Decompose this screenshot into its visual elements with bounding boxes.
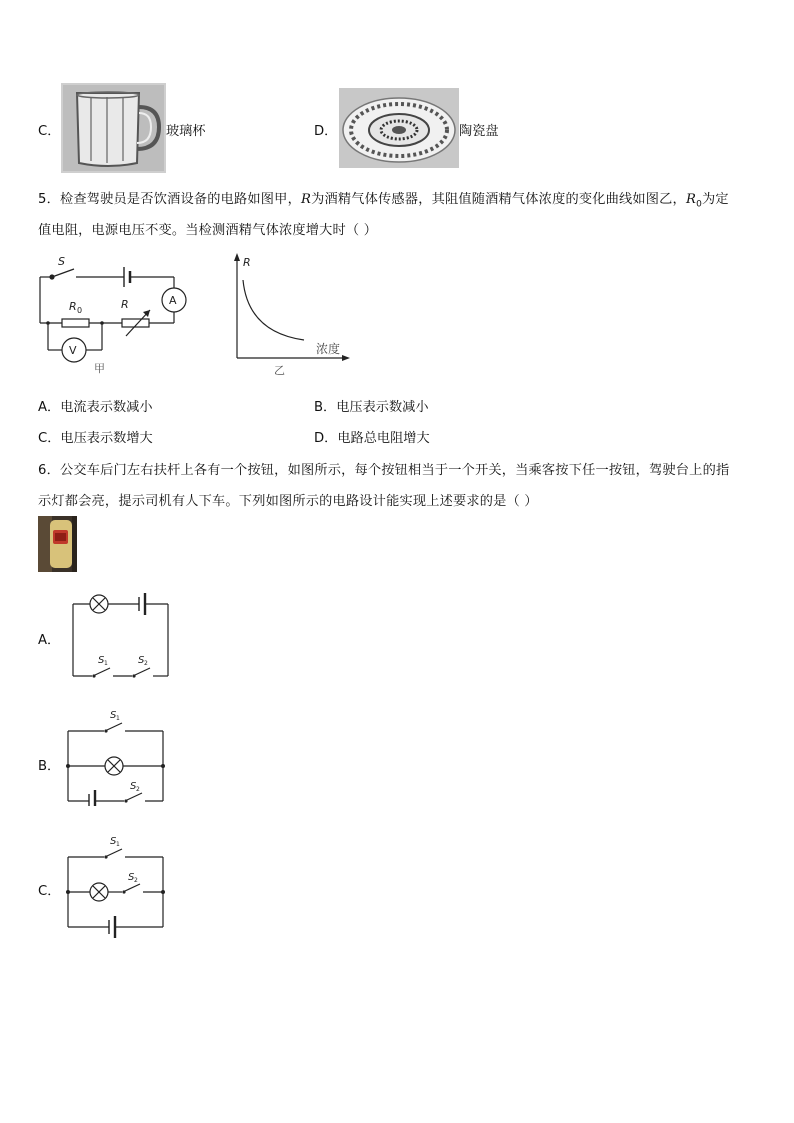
r-label: R [121, 298, 129, 311]
q6-option-a-circuit [68, 590, 173, 682]
q5-option-a: A．电流表示数减小 [38, 400, 153, 415]
switch-s1-subscript: 1 [104, 660, 108, 667]
q6-stem-line1: 6．公交车后门左右扶杆上各有一个按钮，如图所示，每个按钮相当于一个开关，当乘客按下任一按钮，驾驶台上的指 [38, 463, 730, 478]
q5-stem-line2: 值电阻，电源电压不变。当检测酒精气体浓度增大时（ ） [38, 223, 378, 238]
q5-resistance-curve-yi [226, 250, 356, 375]
switch-s2-label: S [130, 781, 137, 792]
switch-s2-subscript: 2 [134, 877, 138, 884]
q6-stem-line2: 示灯都会亮，提示司机有人下车。下列如图所示的电路设计能实现上述要求的是（ ） [38, 494, 538, 509]
q5-circuit-diagram-jia [36, 250, 196, 375]
q6-option-b-circuit [64, 706, 169, 806]
switch-s1-label: S [110, 710, 117, 721]
y-axis-label: R [243, 256, 251, 269]
ceramic-plate-icon [339, 88, 459, 168]
q5-stem-line1: 5．检查驾驶员是否饮酒设备的电路如图甲，R为酒精气体传感器，其阻值随酒精气体浓度的变化曲线如图乙，$R_0$为定 [38, 192, 729, 210]
q5-option-c: C．电压表示数增大 [38, 431, 153, 446]
q6-option-b-letter: B． [38, 759, 61, 774]
caption-jia: 甲 [94, 362, 105, 375]
voltmeter-label: V [69, 344, 77, 357]
caption-yi: 乙 [274, 364, 285, 375]
switch-s2-label: S [138, 655, 145, 666]
q4-option-c-label: 玻璃杯 [166, 124, 206, 139]
q6-option-c-letter: C． [38, 884, 61, 899]
r0-label: R [69, 300, 77, 313]
r0-subscript: 0 [77, 306, 83, 315]
q5-option-b: B．电压表示数减小 [314, 400, 429, 415]
x-axis-label: 浓度 [316, 342, 341, 356]
bus-button-photo [38, 516, 77, 572]
q4-option-c-letter: C． [38, 124, 61, 139]
q4-option-d-letter: D． [314, 124, 338, 139]
q4-option-d-label: 陶瓷盘 [459, 124, 499, 139]
switch-s1-subscript: 1 [116, 715, 120, 722]
switch-s1-label: S [110, 836, 117, 847]
switch-label: S [58, 255, 65, 268]
q6-option-a-letter: A． [38, 633, 61, 648]
switch-s2-subscript: 2 [144, 660, 148, 667]
glass-cup-icon [61, 83, 166, 173]
switch-s2-label: S [128, 872, 135, 883]
q6-option-c-circuit [64, 832, 169, 942]
switch-s1-label: S [98, 655, 105, 666]
switch-s2-subscript: 2 [136, 786, 140, 793]
q5-option-d: D．电路总电阻增大 [314, 431, 430, 446]
ammeter-label: A [169, 294, 177, 307]
switch-s1-subscript: 1 [116, 841, 120, 848]
